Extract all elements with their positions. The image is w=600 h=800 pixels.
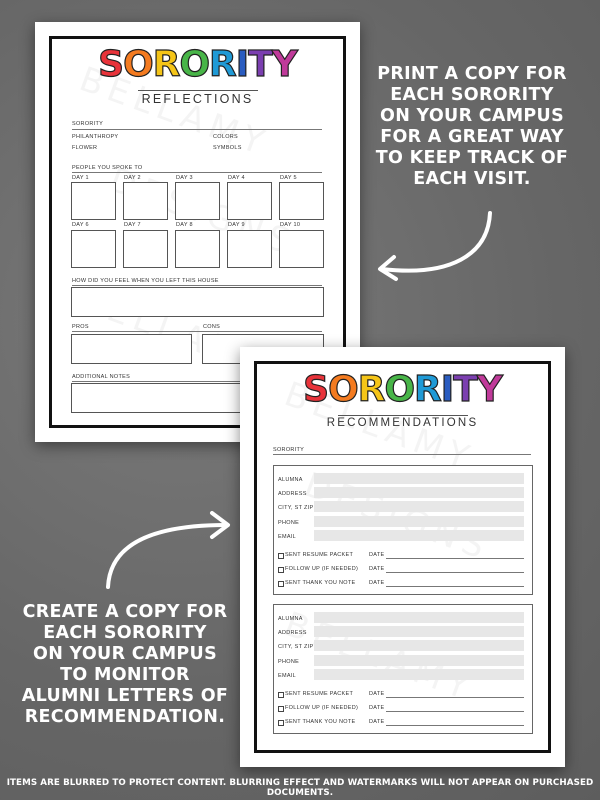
flower-label: FLOWER (72, 145, 98, 151)
day-label: DAY 1 (72, 175, 89, 181)
thank-you-checkbox[interactable] (278, 720, 284, 726)
sheet-subtitle: RECOMMENDATIONS (326, 417, 479, 429)
callout-line: ON YOUR CAMPUS (380, 106, 564, 126)
email-label: EMAIL (278, 673, 297, 679)
day-label: DAY 8 (176, 222, 193, 228)
people-line (72, 172, 322, 173)
callout-bottom (14, 602, 236, 728)
title-letter: Y (271, 44, 297, 85)
address-field[interactable] (314, 626, 524, 637)
day-box[interactable] (71, 182, 116, 220)
day-label: DAY 7 (124, 222, 141, 228)
feel-box[interactable] (71, 287, 324, 317)
address-label: ADDRESS (278, 491, 307, 497)
date-label: DATE (369, 566, 385, 572)
email-field[interactable] (314, 669, 524, 680)
follow-up-label: FOLLOW UP (IF NEEDED) (285, 705, 359, 711)
follow-up-checkbox[interactable] (278, 706, 284, 712)
alumna-label: ALUMNA (278, 616, 303, 622)
sorority-label: SORORITY (72, 121, 104, 127)
disclaimer-footer: ITEMS ARE BLURRED TO PROTECT CONTENT. BLURRING EFFECT AND WATERMARKS WILL NOT APPEAR ON PURCHASED DOCUMENTS. (6, 778, 594, 798)
people-label: PEOPLE YOU SPOKE TO (72, 165, 143, 171)
thank-you-label: SENT THANK YOU NOTE (285, 580, 356, 586)
email-field[interactable] (314, 530, 524, 541)
thank-you-checkbox[interactable] (278, 581, 284, 587)
callout-line: ON YOUR CAMPUS (33, 644, 217, 664)
city-label: CITY, ST ZIP (278, 644, 314, 650)
resume-label: SENT RESUME PACKET (285, 691, 354, 697)
sorority-label: SORORITY (273, 447, 305, 453)
callout-line: EACH VISIT. (413, 169, 531, 189)
subtitle-rule (338, 415, 468, 416)
subtitle-rule (138, 90, 258, 91)
pros-cons-line (72, 331, 322, 332)
title-letter: T (453, 369, 477, 410)
philanthropy-label: PHILANTHROPY (72, 134, 119, 140)
day-label: DAY 5 (280, 175, 297, 181)
resume-label: SENT RESUME PACKET (285, 552, 354, 558)
city-field[interactable] (314, 640, 524, 651)
callout-line: FOR A GREAT WAY (380, 127, 564, 147)
date-label: DATE (369, 691, 385, 697)
callout-line: PRINT A COPY FOR (377, 64, 567, 84)
phone-label: PHONE (278, 659, 300, 665)
day-box[interactable] (123, 182, 168, 220)
email-label: EMAIL (278, 534, 297, 540)
callout-line: TO KEEP TRACK OF (375, 148, 569, 168)
cons-label: CONS (203, 324, 221, 330)
title-letter: R (209, 44, 236, 85)
date-line (386, 697, 524, 698)
feel-line (72, 285, 322, 286)
alumna-section-1 (273, 465, 533, 595)
address-label: ADDRESS (278, 630, 307, 636)
date-label: DATE (369, 552, 385, 558)
title-letter: I (440, 369, 454, 410)
sorority-line (72, 129, 322, 130)
callout-line: CREATE A COPY FOR (22, 602, 228, 622)
title-letter: I (235, 44, 249, 85)
address-field[interactable] (314, 487, 524, 498)
title-letter: T (248, 44, 272, 85)
day-label: DAY 10 (280, 222, 301, 228)
day-box[interactable] (227, 182, 272, 220)
symbols-label: SYMBOLS (213, 145, 242, 151)
title-letter: O (123, 44, 153, 85)
callout-line: RECOMMENDATION. (24, 707, 226, 727)
callout-line: EACH SORORITY (43, 623, 207, 643)
resume-checkbox[interactable] (278, 692, 284, 698)
day-box[interactable] (175, 230, 220, 268)
recommendations-sheet (240, 347, 565, 767)
follow-up-label: FOLLOW UP (IF NEEDED) (285, 566, 359, 572)
pros-box[interactable] (71, 334, 192, 364)
sheet-subtitle: REFLECTIONS (141, 92, 254, 106)
date-label: DATE (369, 719, 385, 725)
title-letter: S (303, 369, 329, 410)
notes-label: ADDITIONAL NOTES (72, 374, 131, 380)
day-label: DAY 3 (176, 175, 193, 181)
arrow-right-icon (100, 505, 240, 595)
sheet-title (240, 369, 565, 410)
alumna-field[interactable] (314, 473, 524, 484)
callout-line: EACH SORORITY (390, 85, 554, 105)
day-box[interactable] (123, 230, 168, 268)
day-box[interactable] (227, 230, 272, 268)
colors-label: COLORS (213, 134, 239, 140)
city-label: CITY, ST ZIP (278, 505, 314, 511)
title-letter: R (414, 369, 441, 410)
title-letter: O (179, 44, 210, 85)
phone-field[interactable] (314, 516, 524, 527)
feel-label: HOW DID YOU FEEL WHEN YOU LEFT THIS HOUSE (72, 278, 219, 284)
day-label: DAY 2 (124, 175, 141, 181)
day-box[interactable] (279, 182, 324, 220)
date-line (386, 711, 524, 712)
day-box[interactable] (71, 230, 116, 268)
title-letter: R (357, 369, 385, 410)
phone-field[interactable] (314, 655, 524, 666)
day-label: DAY 4 (228, 175, 245, 181)
date-label: DATE (369, 705, 385, 711)
date-line (386, 725, 524, 726)
arrow-left-icon (370, 205, 500, 285)
day-label: DAY 6 (72, 222, 89, 228)
phone-label: PHONE (278, 520, 300, 526)
title-letter: Y (476, 369, 502, 410)
title-letter: O (328, 369, 358, 410)
alumna-field[interactable] (314, 612, 524, 623)
title-letter: R (152, 44, 180, 85)
resume-checkbox[interactable] (278, 553, 284, 559)
sheet-title (35, 44, 360, 85)
sorority-line (273, 454, 531, 455)
day-box[interactable] (279, 230, 324, 268)
alumna-section-2 (273, 604, 533, 734)
day-label: DAY 9 (228, 222, 245, 228)
callout-top (362, 64, 582, 190)
callout-line: ALUMNI LETTERS OF (21, 686, 229, 706)
day-box[interactable] (175, 182, 220, 220)
date-line (386, 586, 524, 587)
pros-label: PROS (72, 324, 89, 330)
title-letter: O (384, 369, 415, 410)
callout-line: TO MONITOR (60, 665, 190, 685)
alumna-label: ALUMNA (278, 477, 303, 483)
title-letter: S (98, 44, 124, 85)
city-field[interactable] (314, 501, 524, 512)
date-label: DATE (369, 580, 385, 586)
date-line (386, 572, 524, 573)
date-line (386, 558, 524, 559)
follow-up-checkbox[interactable] (278, 567, 284, 573)
thank-you-label: SENT THANK YOU NOTE (285, 719, 356, 725)
